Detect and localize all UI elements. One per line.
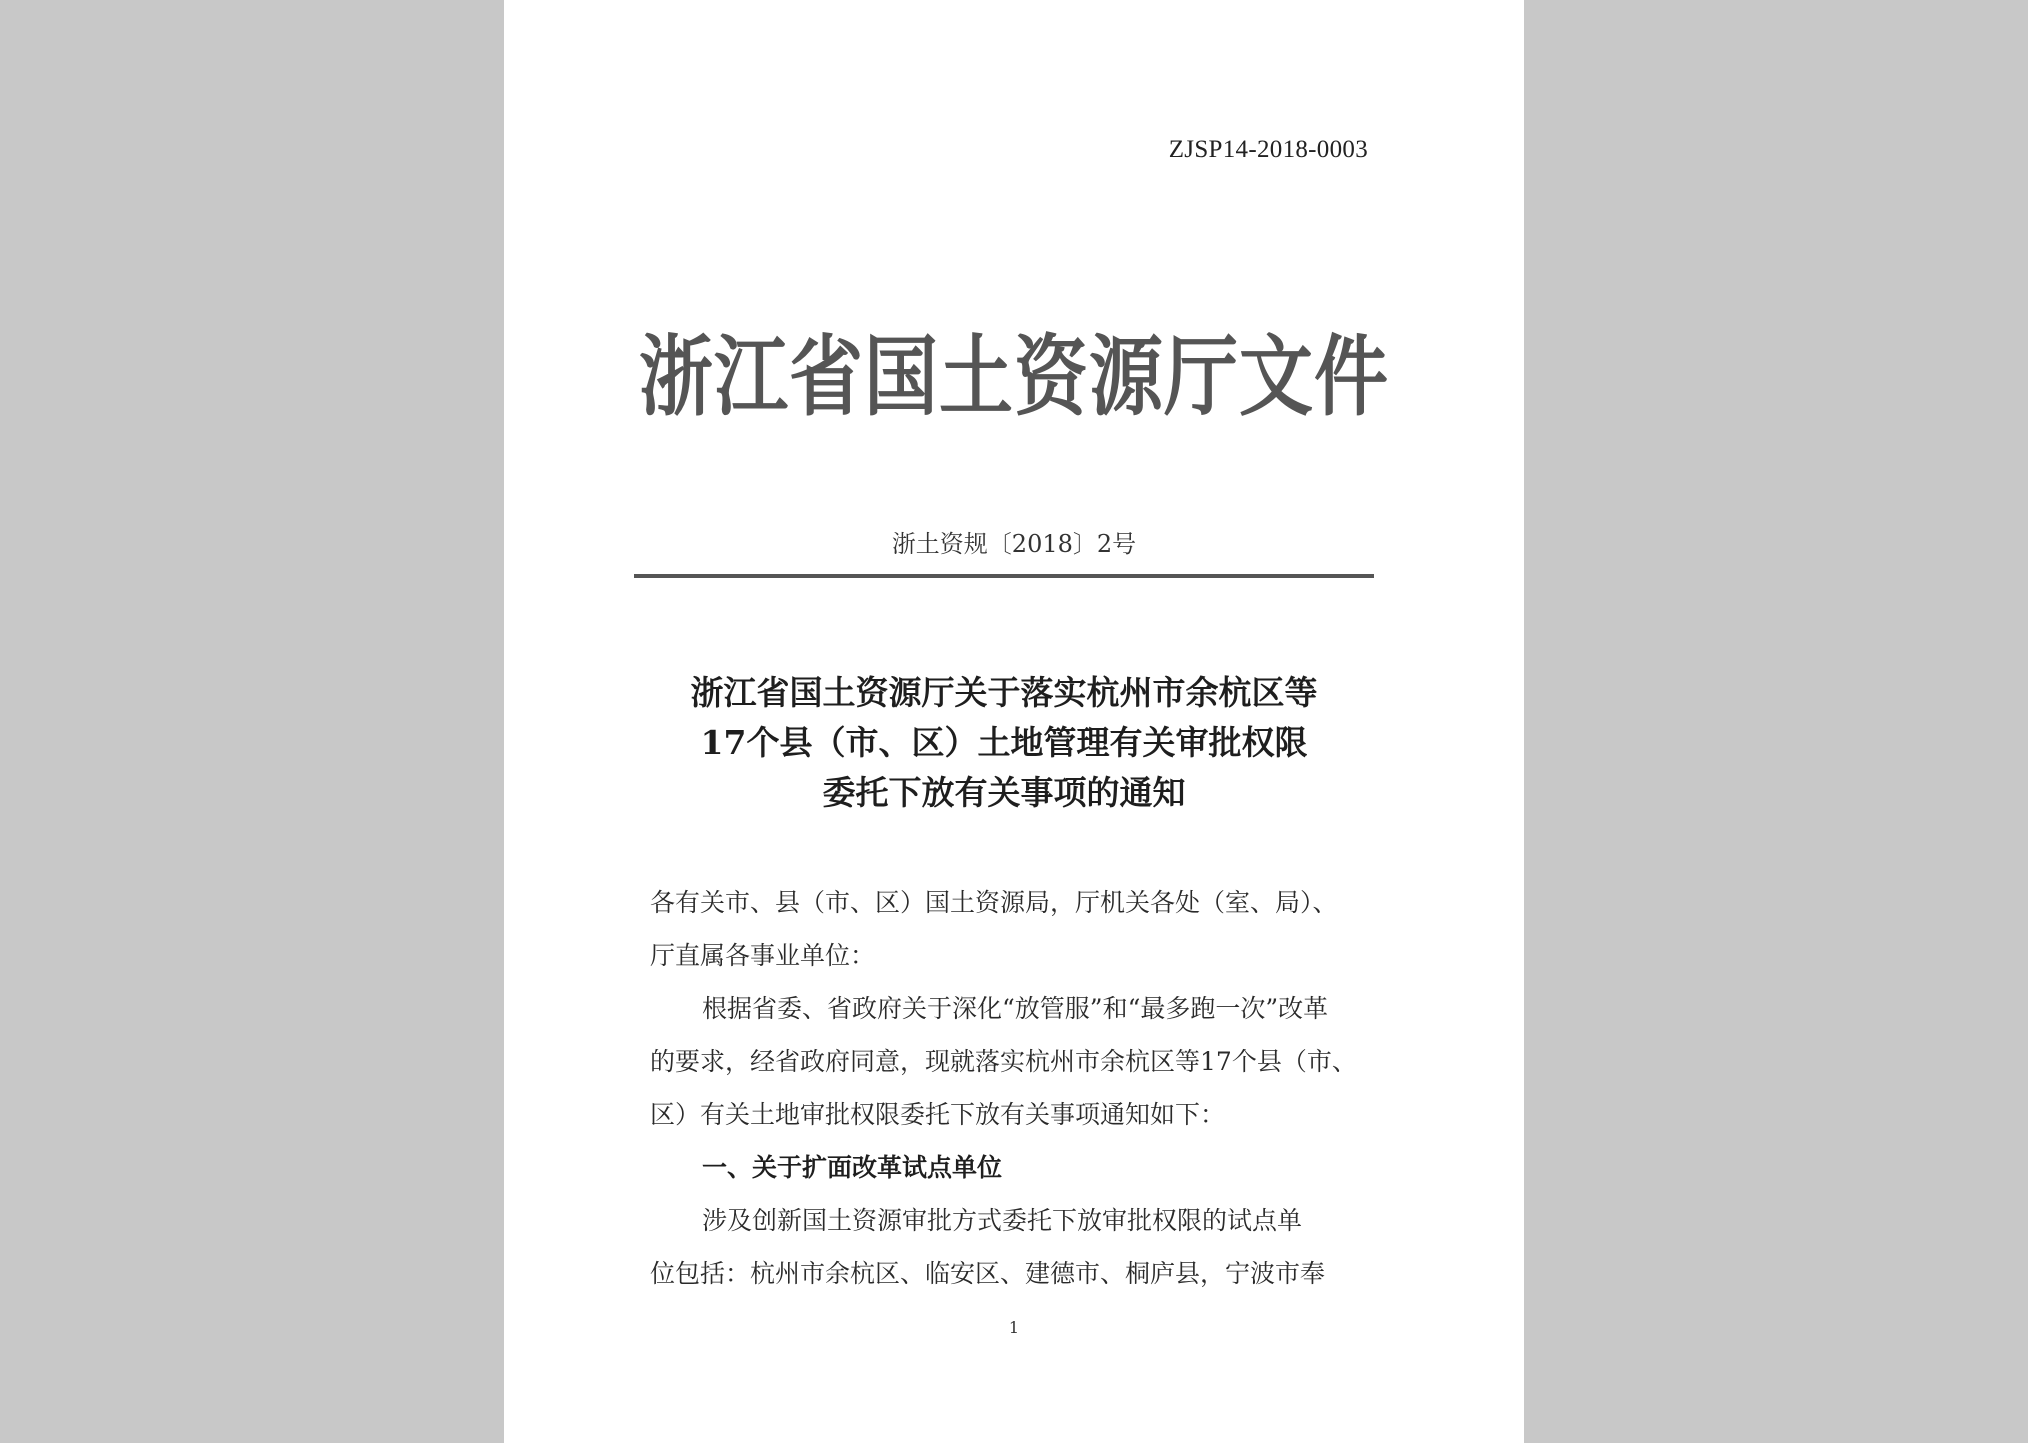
notice-title: [624, 668, 1384, 818]
section-heading: 一、关于扩面改革试点单位: [702, 1153, 1003, 1182]
paragraph-line: 根据省委、省政府关于深化“放管服”和“最多跑一次”改革: [702, 994, 1329, 1023]
document-number: 浙土资规〔2018〕2号: [891, 530, 1137, 558]
addressee-line: 各有关市、县（市、区）国土资源局，厅机关各处（室、局）、: [650, 888, 1338, 917]
paragraph-line: 区）有关土地审批权限委托下放有关事项通知如下：: [650, 1100, 1226, 1129]
document-page: [504, 0, 1524, 1443]
document-masthead: 浙江省国土资源厅文件: [639, 326, 1389, 429]
paragraph-line: 位包括：杭州市余杭区、临安区、建德市、桐庐县，宁波市奉: [650, 1259, 1326, 1288]
notice-title-line: 浙江省国土资源厅关于落实杭州市余杭区等: [690, 673, 1318, 712]
addressee-line: 厅直属各事业单位：: [650, 941, 876, 970]
paragraph-line: 涉及创新国土资源审批方式委托下放审批权限的试点单: [702, 1206, 1303, 1235]
masthead-divider: [634, 574, 1374, 578]
notice-title-line: 委托下放有关事项的通知: [822, 773, 1186, 812]
document-body: [650, 876, 1382, 1300]
notice-title-line: 17个县（市、区）土地管理有关审批权限: [700, 723, 1308, 762]
page-number: 1: [1008, 1318, 1020, 1337]
paragraph-line: 的要求，经省政府同意，现就落实杭州市余杭区等17个县（市、: [650, 1047, 1357, 1076]
document-code: ZJSP14-2018-0003: [1168, 136, 1368, 163]
